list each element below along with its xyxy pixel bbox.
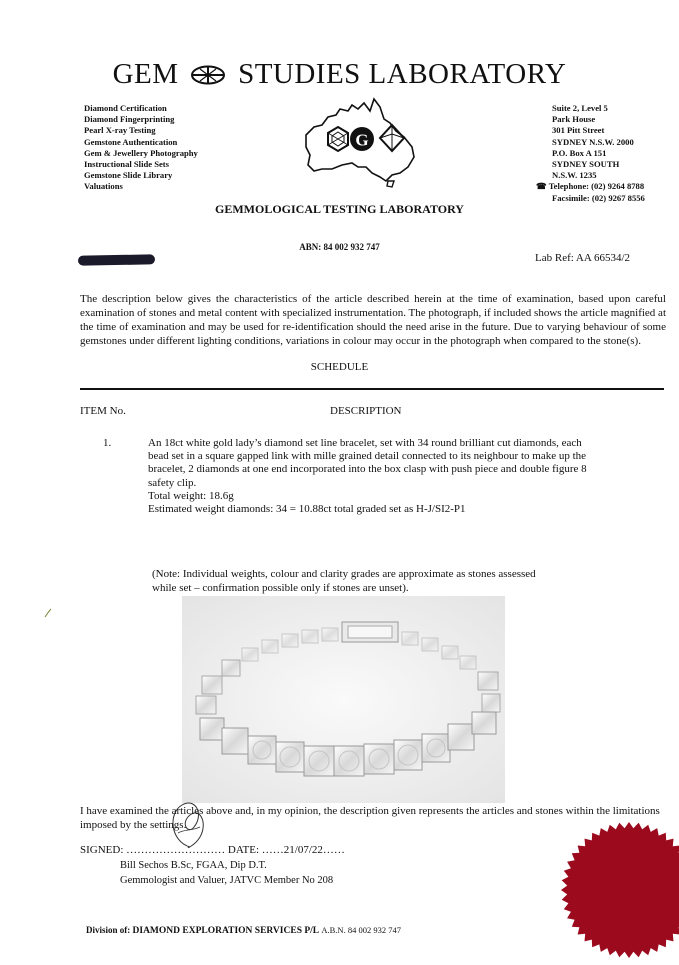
description-column-header: DESCRIPTION [330,405,402,417]
footer-division [86,925,401,936]
telephone-number: Telephone: (02) 9264 8788 [548,181,645,192]
address-line: N.S.W. 1235 [552,170,597,181]
address-line: SYDNEY SOUTH [552,159,620,170]
signer-name: Bill Sechos B.Sc, FGAA, Dip D.T. [120,860,267,871]
intro-paragraph: The description below gives the characteristics of the article described herein at the time of examination, based upon careful examination of stones and metal content with specialized instrumentation. The photograph, if included shows the article magnified at the time of examination and may be used for re-identification should the need arise in the future. Due to varying behaviour of some gemstones under different lighting conditions, variations in colour may occur in the photograph when compared to the stone(s). [80,293,666,347]
diamond-gem-icon [328,127,348,151]
redaction-mark [78,254,155,265]
lab-subtitle: GEMMOLOGICAL TESTING LABORATORY [215,202,464,216]
map-letter: G [355,130,369,150]
total-weight: Total weight: 18.6g [148,489,234,502]
footer-abn: A.B.N. 84 002 932 747 [321,925,401,935]
gem-logo-icon [190,60,226,93]
note-text: (Note: Individual weights, colour and clarity grades are approximate as stones assessed while set – confirmation possible only if stones are unset). [152,568,536,594]
signer-title: Gemmologist and Valuer, JATVC Member No 208 [120,874,334,886]
divider [80,388,664,390]
certification-statement: I have examined the articles above and, in my opinion, the description given represents the articles and stones within the limitations imposed by the settings. [80,805,660,831]
red-seal [557,818,679,965]
telephone-row [536,181,645,192]
service-item: Gemstone Slide Library [84,170,173,181]
item-number: 1. [103,437,112,449]
service-item: Valuations [84,181,123,192]
seal-shape [561,822,679,958]
service-item: Pearl X-ray Testing [84,125,156,136]
address-line: SYDNEY N.S.W. 2000 [552,136,634,147]
item-description [148,437,588,516]
octahedron-gem-icon [380,125,404,151]
lab-title [0,58,679,93]
division-label: Division of: [86,925,131,935]
signer-block [120,859,333,888]
address-line: P.O. Box A 151 [552,147,607,158]
address-line: Park House [552,114,596,125]
address-line: 301 Pitt Street [552,125,605,136]
australia-map-logo [300,97,422,194]
service-item: Gem & Jewellery Photography [84,147,198,158]
service-item: Gemstone Authentication [84,136,178,147]
item-column-header: ITEM No. [80,405,126,417]
address-block [536,103,645,204]
service-item: Diamond Certification [84,103,167,113]
phone-icon: ☎ [536,181,547,192]
bracelet-photo [182,596,505,803]
schedule-heading: SCHEDULE [310,361,369,373]
title-left: GEM [112,58,179,90]
address-line: Suite 2, Level 5 [552,103,608,113]
service-item: Instructional Slide Sets [84,159,169,170]
estimated-weight: Estimated weight diamonds: 34 = 10.88ct total graded set as H-J/SI2-P1 [148,503,466,516]
facsimile-number: Facsimile: (02) 9267 8556 [552,192,645,203]
description-text: An 18ct white gold lady’s diamond set line bracelet, set with 34 round brilliant cut diamonds, each bead set in a square gapped link with mille grained detail connected to its neighbour to make up the bracelet, 2 diamonds at one end incorporated into the box clasp with push piece and double figure 8 safety clip. [148,437,587,489]
service-item: Diamond Fingerprinting [84,114,175,125]
abn-number: ABN: 84 002 932 747 [299,242,380,252]
lab-reference: Lab Ref: AA 66534/2 [535,252,631,264]
signed-date-line: SIGNED: ……………………… DATE: ……21/07/22…… [80,844,345,856]
company-name: DIAMOND EXPLORATION SERVICES P/L [132,926,320,936]
stray-mark [44,605,52,623]
title-right: STUDIES LABORATORY [238,58,567,90]
services-list [84,103,198,193]
